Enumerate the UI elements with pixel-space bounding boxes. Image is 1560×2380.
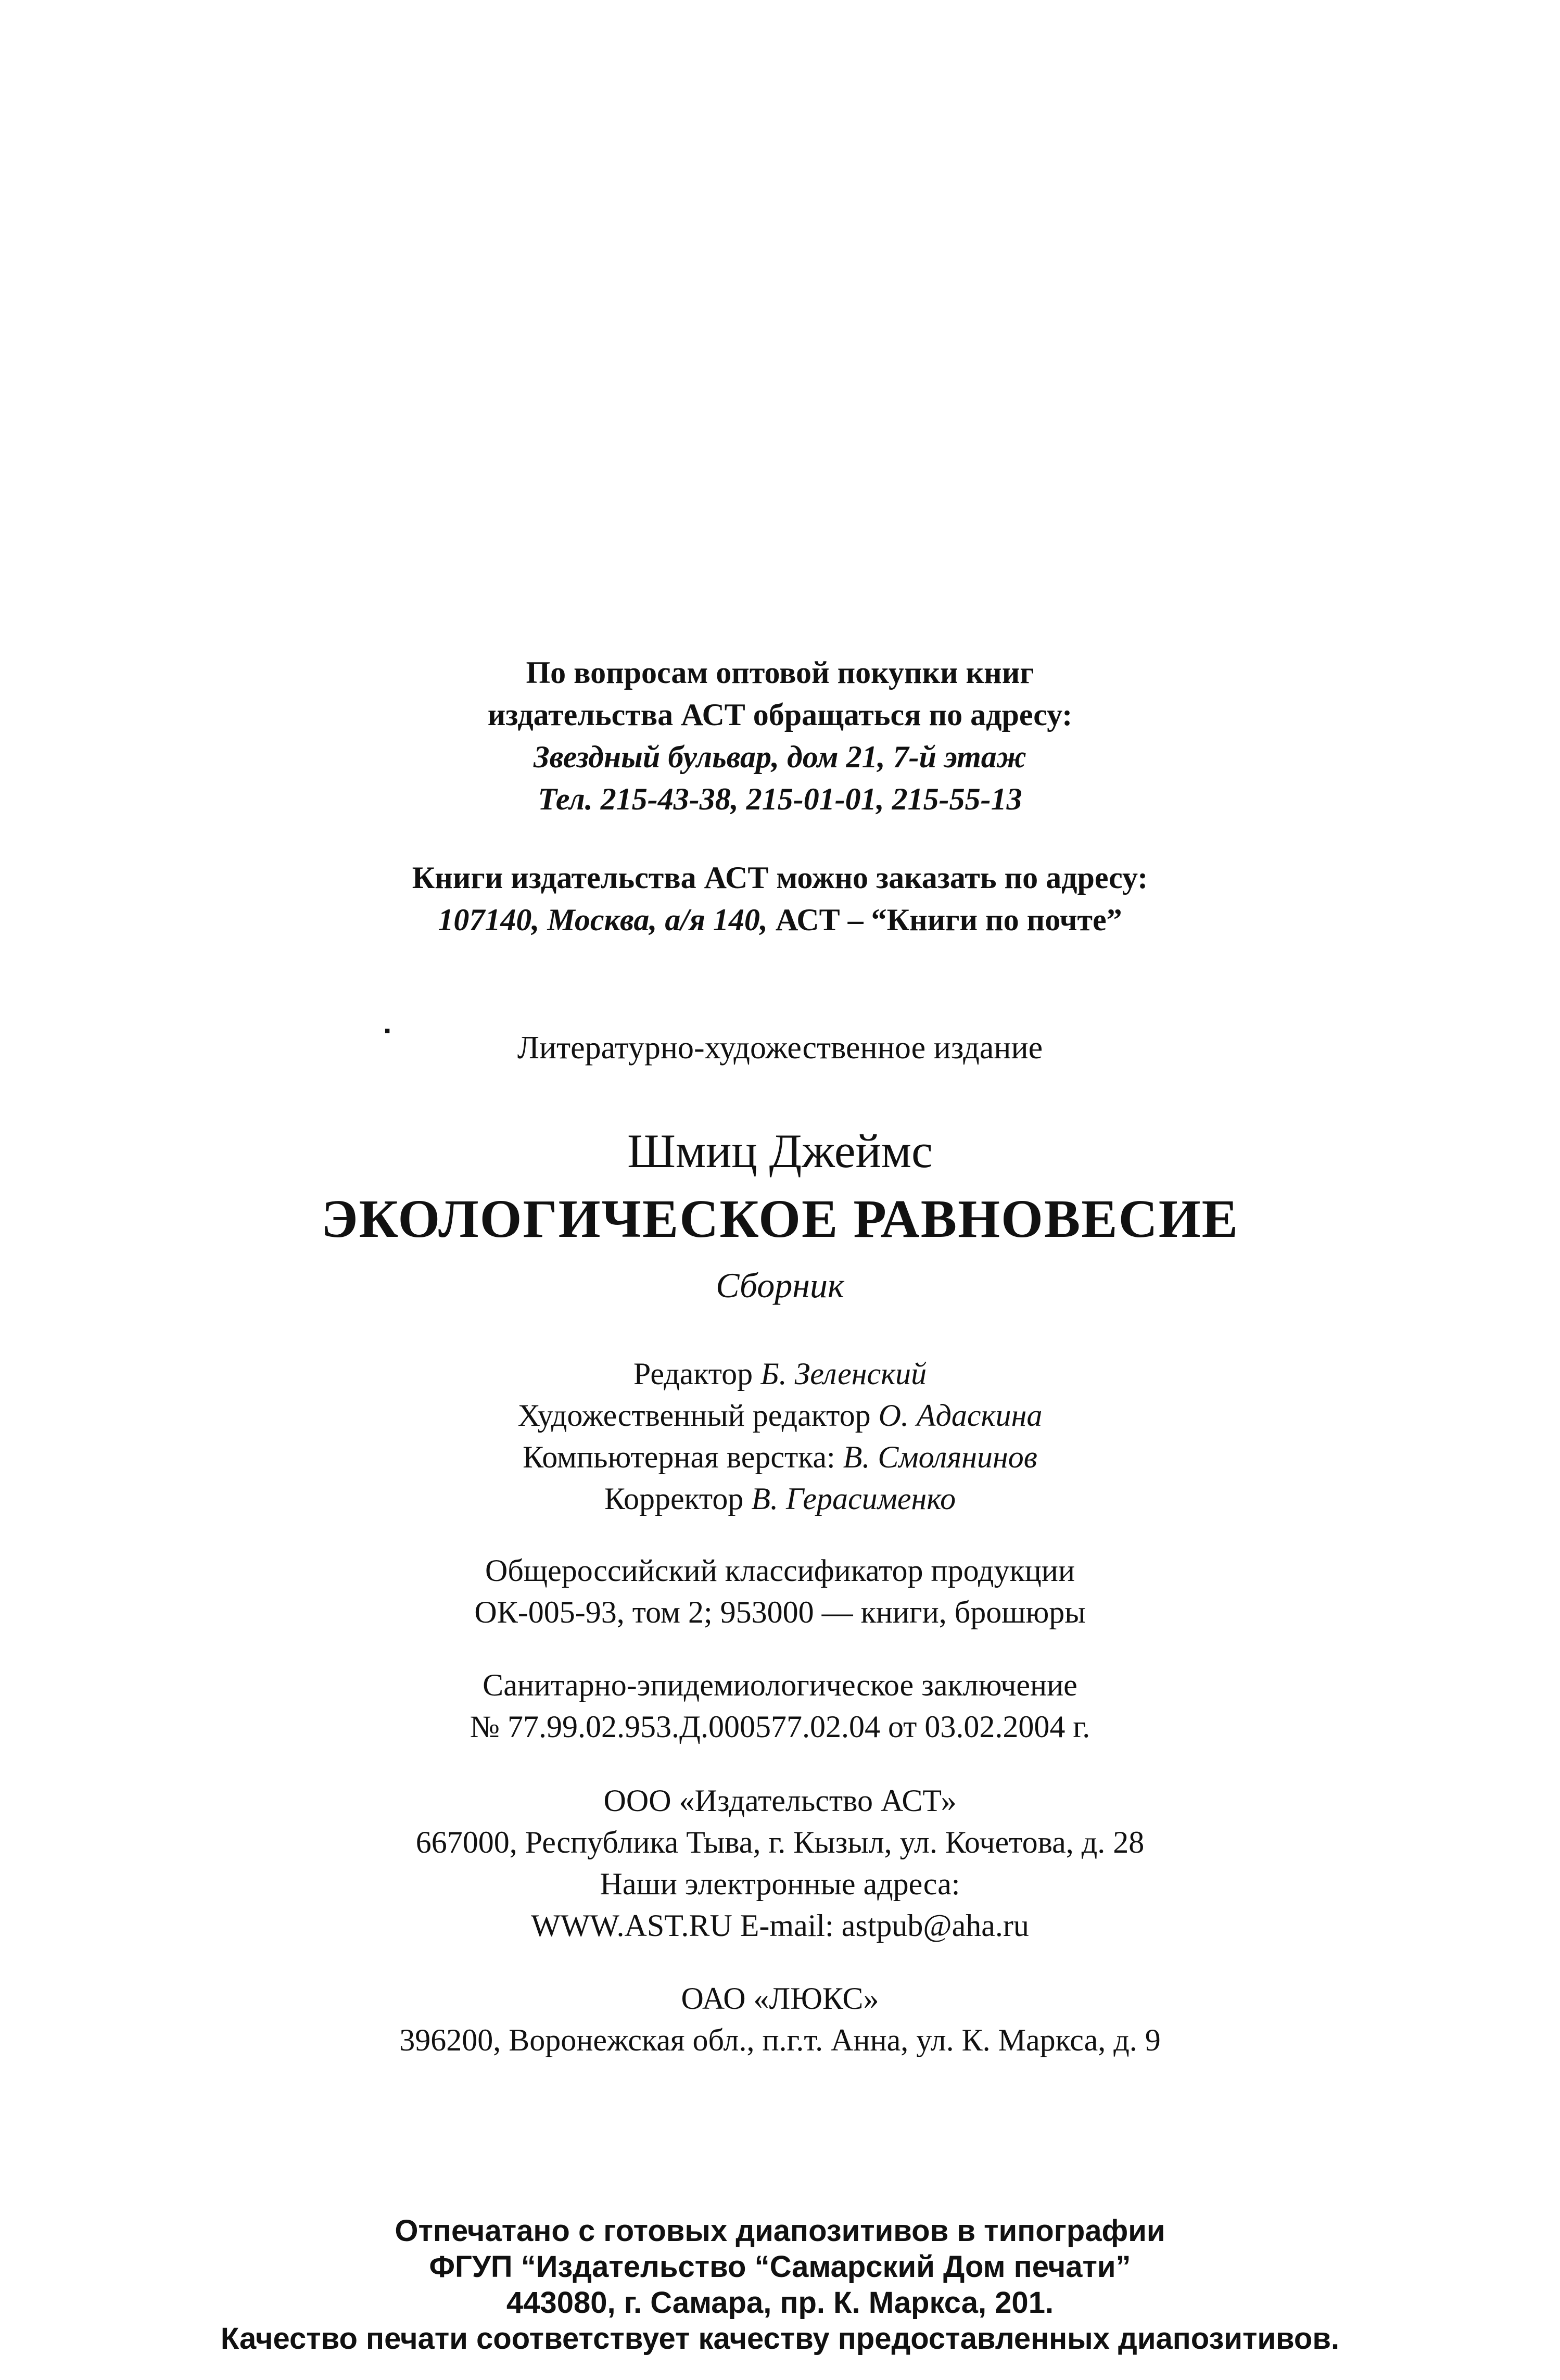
printing-note-line-4: Качество печати соответствует качеству предоставленных диапозитивов. <box>220 2322 1340 2356</box>
credit-person: В. Герасименко <box>751 1482 956 1516</box>
wholesale-line-2: издательства АСТ обращаться по адресу: <box>487 698 1073 732</box>
credit-role: Компьютерная верстка: <box>523 1440 843 1474</box>
publisher-address: 667000, Республика Тыва, г. Кызыл, ул. Кочетова, д. 28 <box>415 1825 1145 1859</box>
mail-order-service: АСТ – “Книги по почте” <box>767 903 1122 937</box>
printer-address: 396200, Воронежская обл., п.г.т. Анна, ул. К. Маркса, д. 9 <box>399 2023 1161 2057</box>
wholesale-phones: Тел. 215-43-38, 215-01-01, 215-55-13 <box>538 782 1022 816</box>
wholesale-address: Звездный бульвар, дом 21, 7-й этаж <box>534 740 1026 774</box>
book-subtitle: Сборник <box>716 1265 844 1305</box>
credit-role: Корректор <box>604 1482 752 1516</box>
classifier-line-2: ОК-005-93, том 2; 953000 — книги, брошюры <box>474 1595 1086 1629</box>
credit-person: В. Смолянинов <box>843 1440 1037 1474</box>
credit-person: Б. Зеленский <box>760 1357 927 1391</box>
printer-name: ОАО «ЛЮКС» <box>681 1981 879 2016</box>
credit-art-editor <box>0 1398 1560 1434</box>
classifier-line-1: Общероссийский классификатор продукции <box>485 1553 1075 1588</box>
mail-order-address: 107140, Москва, а/я 140, <box>438 903 768 937</box>
stray-mark: ▪ <box>384 1021 391 1041</box>
publisher-web-email: WWW.AST.RU E-mail: astpub@aha.ru <box>531 1908 1029 1943</box>
publisher-email-heading: Наши электронные адреса: <box>600 1867 960 1901</box>
credit-proofreader <box>0 1481 1560 1517</box>
sanitary-line-1: Санитарно-эпидемиологическое заключение <box>483 1668 1077 1702</box>
sanitary-line-2: № 77.99.02.953.Д.000577.02.04 от 03.02.2004 г. <box>470 1710 1090 1744</box>
credit-role: Редактор <box>633 1357 761 1391</box>
book-author: Шмиц Джеймс <box>627 1124 933 1178</box>
printing-note-line-2: ФГУП “Издательство “Самарский Дом печати” <box>429 2250 1131 2284</box>
mail-order-line-1: Книги издательства АСТ можно заказать по адресу: <box>412 860 1148 895</box>
credit-editor <box>0 1356 1560 1392</box>
publisher-name: ООО «Издательство АСТ» <box>603 1783 957 1818</box>
credit-layout <box>0 1439 1560 1475</box>
wholesale-line-1: По вопросам оптовой покупки книг <box>526 655 1034 690</box>
printing-note-line-3: 443080, г. Самара, пр. К. Маркса, 201. <box>506 2286 1054 2320</box>
book-title: ЭКОЛОГИЧЕСКОЕ РАВНОВЕСИЕ <box>321 1189 1239 1249</box>
credit-role: Художественный редактор <box>517 1398 879 1433</box>
printing-note-line-1: Отпечатано с готовых диапозитивов в типографии <box>395 2214 1165 2248</box>
credit-person: О. Адаскина <box>878 1398 1043 1433</box>
genre-label: Литературно-художественное издание <box>517 1030 1043 1066</box>
mail-order-line-2 <box>0 902 1560 938</box>
